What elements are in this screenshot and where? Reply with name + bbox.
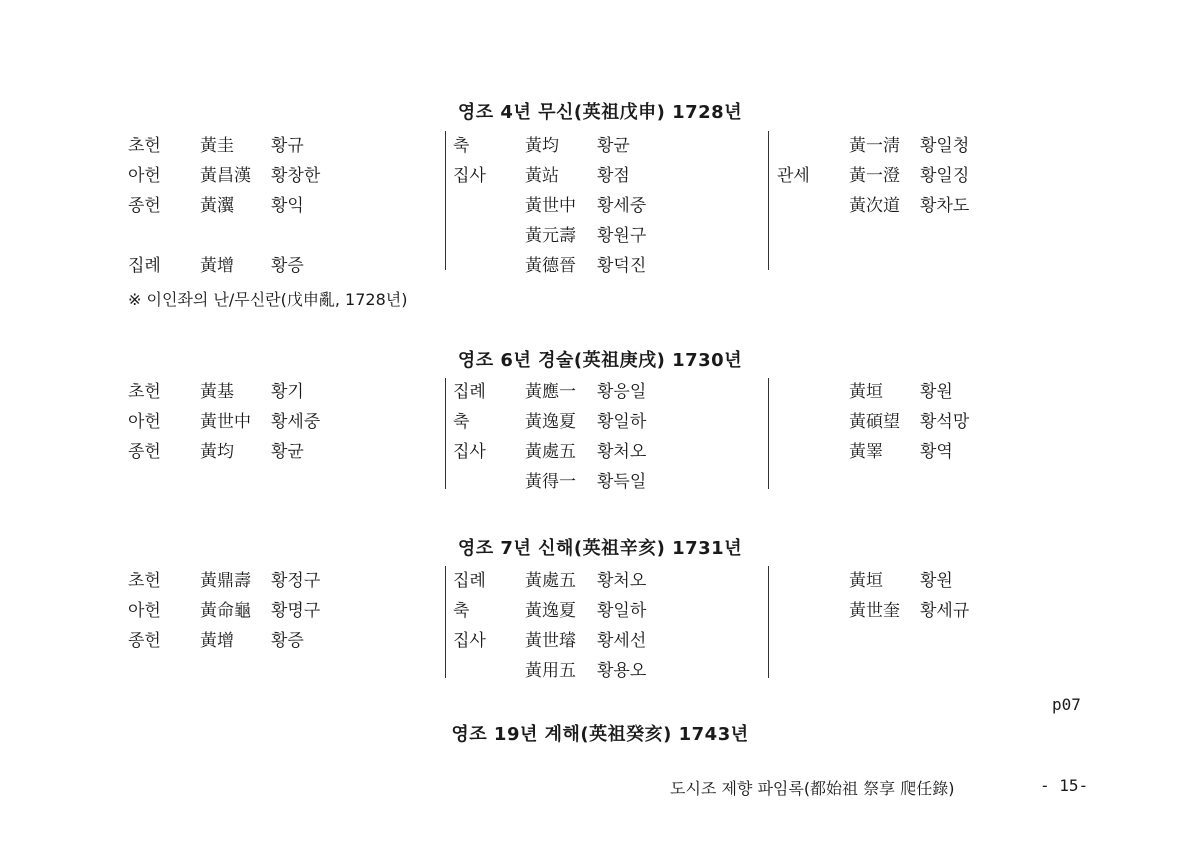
page-code: p07 bbox=[1052, 695, 1081, 714]
footnote: ※ 이인좌의 난/무신란(戊申亂, 1728년) bbox=[128, 290, 408, 309]
column-divider bbox=[445, 378, 446, 489]
section-title: 영조 7년 신해(英祖辛亥) 1731년 bbox=[457, 538, 743, 559]
page-number: - 15- bbox=[1040, 776, 1089, 795]
column-divider bbox=[768, 131, 769, 270]
column-divider bbox=[445, 566, 446, 678]
document-footer: 도시조 제향 파임록(都始祖 祭享 爬任錄) bbox=[670, 779, 955, 798]
section-title: 영조 6년 경술(英祖庚戌) 1730년 bbox=[457, 350, 743, 371]
column-divider bbox=[768, 566, 769, 678]
section-title: 영조 4년 무신(英祖戊申) 1728년 bbox=[457, 102, 743, 123]
section-title: 영조 19년 계해(英祖癸亥) 1743년 bbox=[451, 724, 749, 745]
column-divider bbox=[445, 131, 446, 270]
column-divider bbox=[768, 378, 769, 489]
